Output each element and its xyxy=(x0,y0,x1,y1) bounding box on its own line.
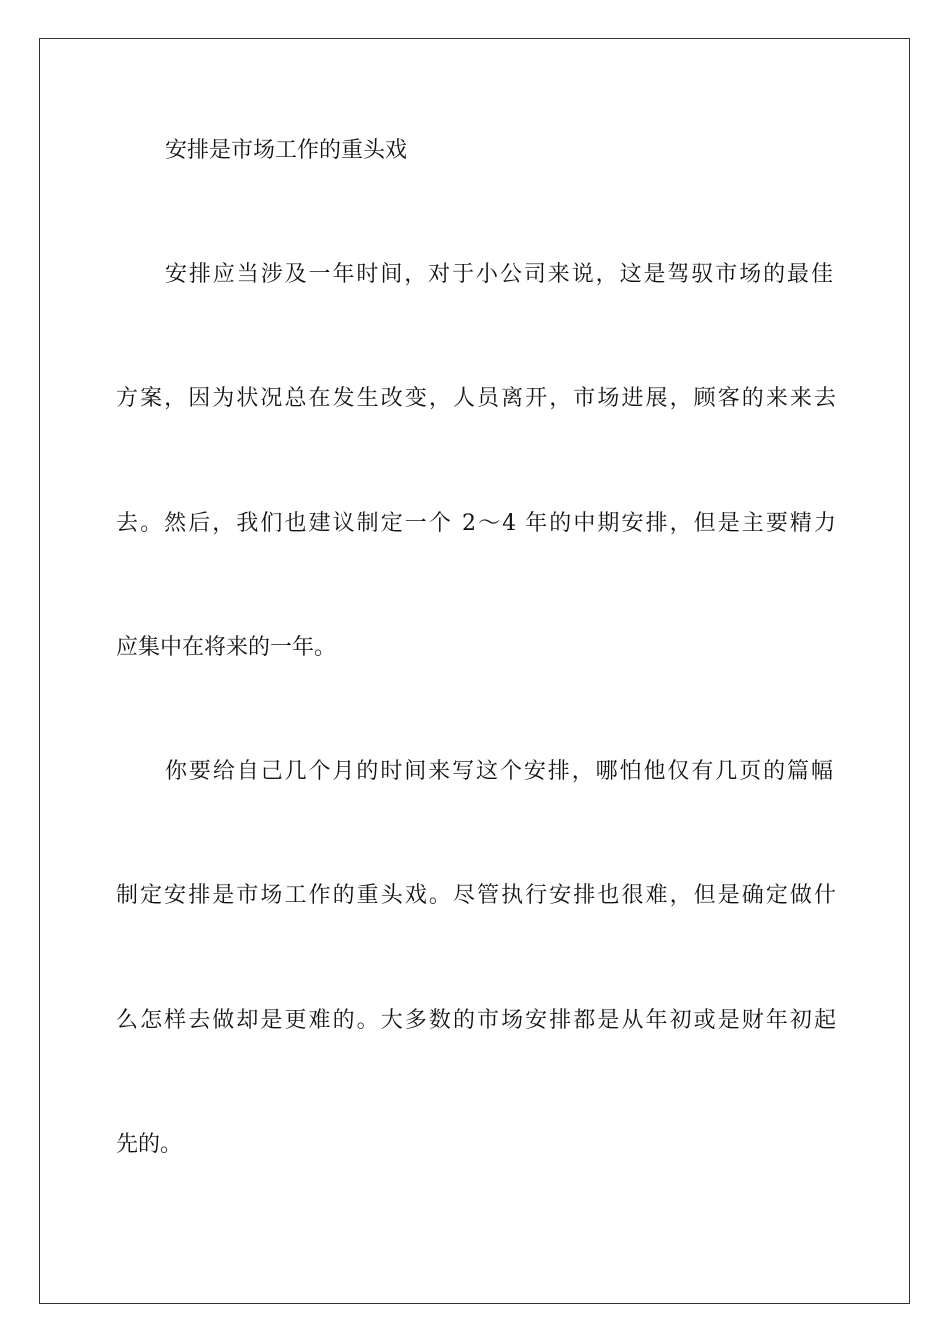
paragraph-line: 么怎样去做却是更难的。大多数的市场安排都是从年初或是财年初起 xyxy=(116,1008,836,1033)
paragraph-line: 去。然后，我们也建议制定一个 2～4 年的中期安排，但是主要精力 xyxy=(116,511,836,536)
section-heading: 安排是市场工作的重头戏 xyxy=(165,138,408,163)
paragraph-line: 方案，因为状况总在发生改变，人员离开，市场进展，顾客的来来去 xyxy=(116,386,836,411)
paragraph-line: 先的。 xyxy=(116,1132,183,1157)
paragraph-line: 制定安排是市场工作的重头戏。尽管执行安排也很难，但是确定做什 xyxy=(116,883,836,908)
paragraph-line: 你要给自己几个月的时间来写这个安排，哪怕他仅有几页的篇幅 xyxy=(165,759,833,784)
paragraph-line: 安排应当涉及一年时间，对于小公司来说，这是驾驭市场的最佳 xyxy=(165,262,833,287)
page-frame xyxy=(39,38,910,1304)
paragraph-line: 应集中在将来的一年。 xyxy=(116,635,337,660)
